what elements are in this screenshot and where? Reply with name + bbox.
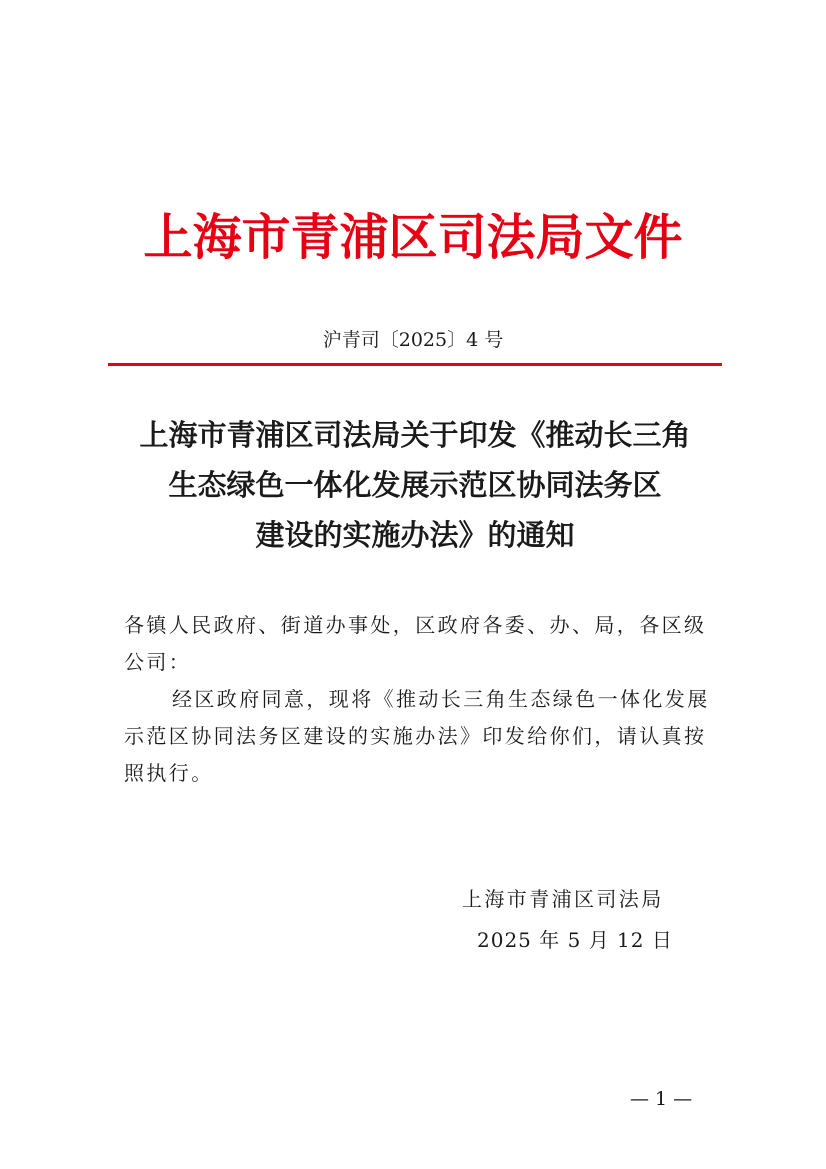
notice-title-line-3: 建设的实施办法》的通知	[255, 518, 575, 552]
issue-date: 2025 年 5 月 12 日	[477, 928, 673, 952]
red-masthead-title: 上海市青浦区司法局文件	[143, 208, 683, 266]
notice-title-line-1: 上海市青浦区司法局关于印发《推动长三角	[139, 418, 691, 452]
document-number: 沪青司〔2025〕4 号	[322, 329, 504, 351]
page-number: — 1 —	[630, 1088, 693, 1110]
notice-title-line-2: 生态绿色一体化发展示范区协同法务区	[168, 468, 662, 502]
body-paragraph: 经区政府同意，现将《推动长三角生态绿色一体化发展示范区协同法务区建设的实施办法》印发给你们，请认真按照执行。	[124, 687, 710, 785]
notice-title	[108, 410, 722, 560]
notice-body	[124, 607, 714, 792]
red-divider-line	[108, 363, 722, 366]
salutation: 各镇人民政府、街道办事处，区政府各委、办、局，各区级公司：	[124, 613, 707, 674]
issuing-authority: 上海市青浦区司法局	[462, 887, 664, 911]
